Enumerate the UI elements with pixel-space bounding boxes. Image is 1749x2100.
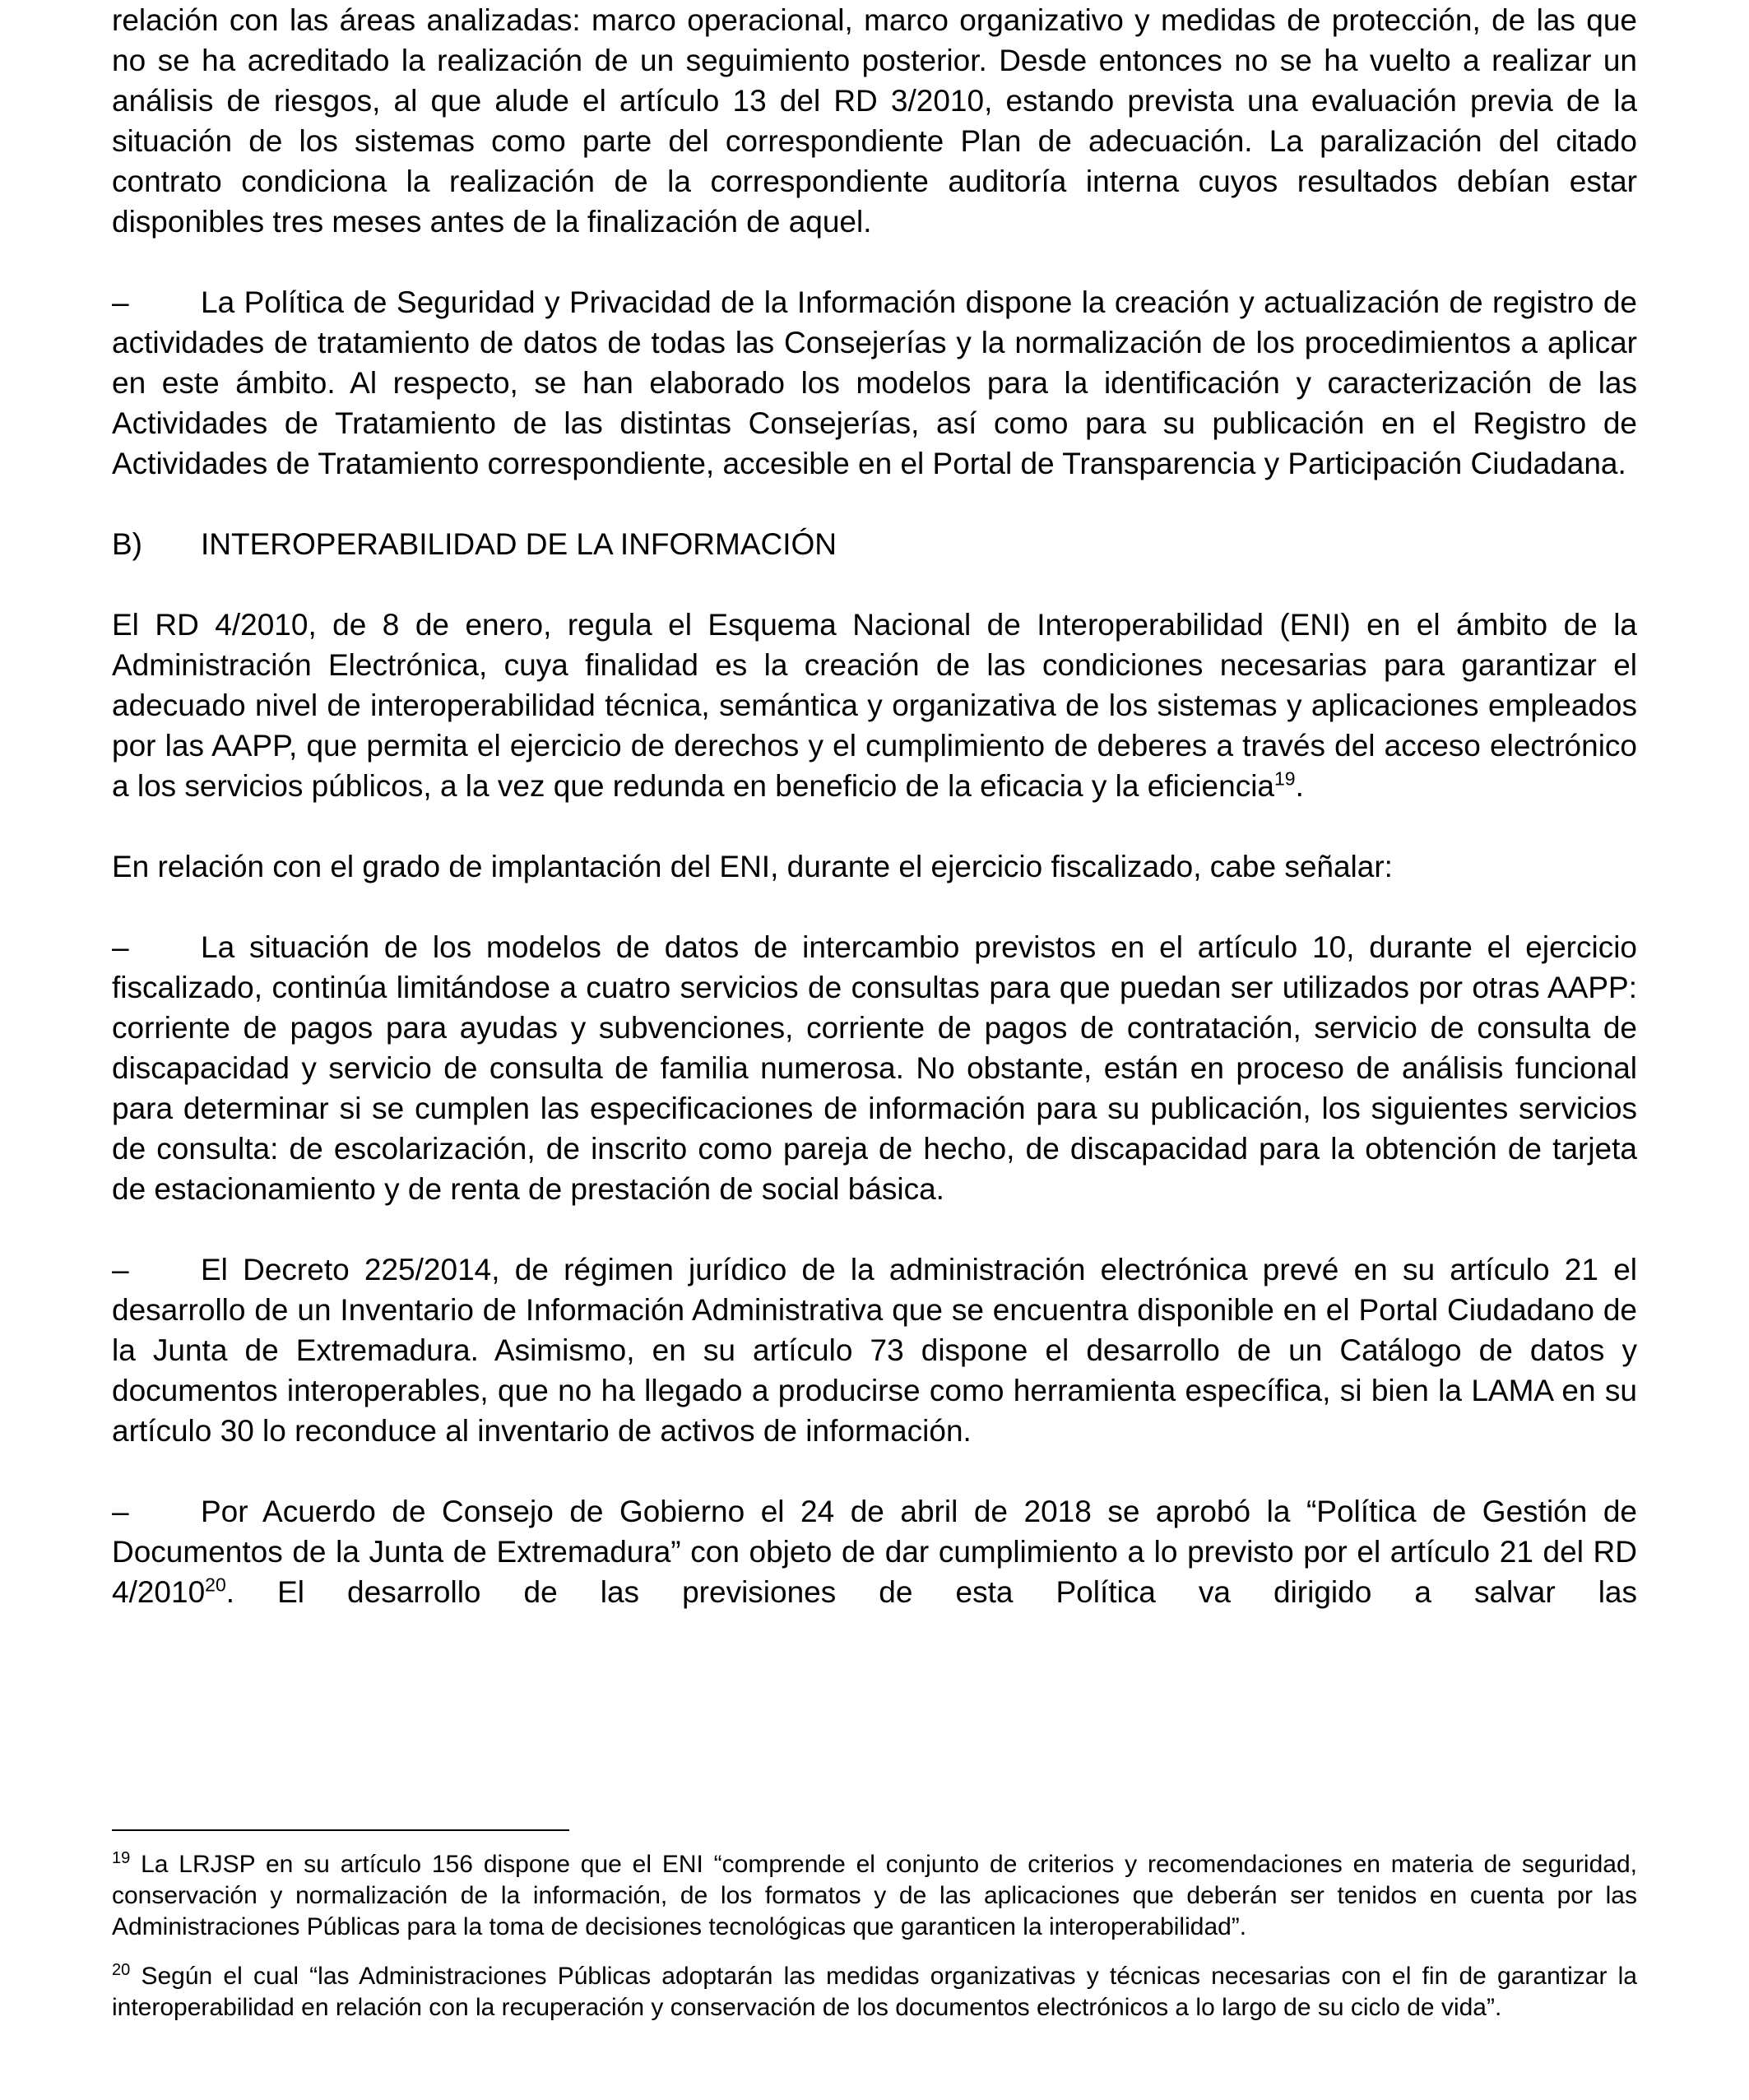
section-heading-letter: B)	[112, 527, 142, 561]
spacer	[112, 1943, 1637, 1961]
bullet-text-end: . El desarrollo de las previsiones de esta Política va dirigido a salvar las	[225, 1575, 1637, 1609]
dash-bullet-icon: –	[112, 1253, 129, 1286]
bullet-text: Por Acuerdo de Consejo de Gobierno el 24 de abril de 2018 se aprobó la “Política de Gestión de Documentos de la Junta de Extremadura” con objeto de dar cumplimiento a lo previsto por el artículo 21 del RD 4/2010	[112, 1495, 1637, 1609]
paragraph-end: .	[1295, 769, 1304, 803]
bullet-paragraph-politica-gestion	[112, 1491, 1637, 1612]
spacer	[112, 484, 1637, 524]
spacer	[112, 1209, 1637, 1249]
bullet-text: La situación de los modelos de datos de intercambio previstos en el artículo 10, durante el ejercicio fiscalizado, continúa limitándose a cuatro servicios de consultas para que puedan ser utilizados por otras AAPP: corriente de pagos para ayudas y subvenciones, corriente de pagos de contratación, servicio de consulta de discapacidad y servicio de consulta de familia numerosa. No obstante, están en proceso de análisis funcional para determinar si se cumplen las especificaciones de información para su publicación, los siguientes servicios de consulta: de escolarización, de inscrito como pareja de hecho, de discapacidad para la obtención de tarjeta de estacionamiento y de renta de prestación de social básica.	[112, 930, 1637, 1206]
footnote	[112, 1961, 1637, 2024]
footnote-text: La LRJSP en su artículo 156 dispone que el ENI “comprende el conjunto de criterios y recomendaciones en materia de seguridad, conservación y normalización de la información, de los formatos y de las aplicaciones que deberán ser tenidos en cuenta por las Administraciones Públicas para la toma de decisiones tecnológicas que garanticen la interoperabilidad”.	[112, 1851, 1637, 1940]
spacer	[112, 806, 1637, 846]
spacer	[112, 564, 1637, 605]
bullet-paragraph-modelos-datos	[112, 927, 1637, 1209]
section-heading-text: INTEROPERABILIDAD DE LA INFORMACIÓN	[201, 527, 837, 561]
paragraph-text: El RD 4/2010, de 8 de enero, regula el Esquema Nacional de Interoperabilidad (ENI) en el ámbito de la Administración Electrónica, cuya finalidad es la creación de las condiciones necesarias para garantizar el adecuado nivel de interoperabilidad técnica, semántica y organizativa de los sistemas y aplicaciones empleados por las AAPP, que permita el ejercicio de derechos y el cumplimiento de deberes a través del acceso electrónico a los servicios públicos, a la vez que redunda en beneficio de la eficacia y la eficiencia	[112, 608, 1637, 803]
footnote-number: 20	[112, 1961, 131, 1979]
footnote-ref: 20	[205, 1574, 226, 1596]
spacer	[112, 242, 1637, 282]
section-heading	[112, 524, 1637, 564]
footnotes	[112, 1849, 1637, 2024]
document-body	[112, 0, 1637, 1612]
footnote-text: Según el cual “las Administraciones Públicas adoptarán las medidas organizativas y técnicas necesarias con el fin de garantizar la interoperabilidad en relación con la recuperación y conservación de los documentos electrónicos a lo largo de su ciclo de vida”.	[112, 1963, 1637, 2021]
paragraph-eni-intro	[112, 605, 1637, 806]
bullet-text: El Decreto 225/2014, de régimen jurídico de la administración electrónica prevé en su artículo 21 el desarrollo de un Inventario de Información Administrativa que se encuentra disponible en el Portal Ciudadano de la Junta de Extremadura. Asimismo, en su artículo 73 dispone el desarrollo de un Catálogo de datos y documentos interoperables, que no ha llegado a producirse como herramienta específica, si bien la LAMA en su artículo 30 lo reconduce al inventario de activos de información.	[112, 1253, 1637, 1448]
paragraph-grado-implantacion: En relación con el grado de implantación del ENI, durante el ejercicio fiscalizado, cabe señalar:	[112, 850, 1393, 883]
paragraph-continuation: relación con las áreas analizadas: marco operacional, marco organizativo y medidas de protección, de las que no se ha acreditado la realización de un seguimiento posterior. Desde entonces no se ha vuelto a realizar un análisis de riesgos, al que alude el artículo 13 del RD 3/2010, estando prevista una evaluación previa de la situación de los sistemas como parte del correspondiente Plan de adecuación. La paralización del citado contrato condiciona la realización de la correspondiente auditoría interna cuyos resultados debían estar disponibles tres meses antes de la finalización de aquel.	[112, 3, 1637, 239]
footnote-number: 19	[112, 1849, 131, 1867]
spacer	[112, 1451, 1637, 1491]
bullet-paragraph-decreto	[112, 1249, 1637, 1451]
spacer	[112, 887, 1637, 927]
dash-bullet-icon: –	[112, 1495, 129, 1528]
footnote	[112, 1849, 1637, 1943]
bullet-text: La Política de Seguridad y Privacidad de la Información dispone la creación y actualización de registro de actividades de tratamiento de datos de todas las Consejerías y la normalización de los procedimientos a aplicar en este ámbito. Al respecto, se han elaborado los modelos para la identificación y caracterización de las Actividades de Tratamiento de las distintas Consejerías, así como para su publicación en el Registro de Actividades de Tratamiento correspondiente, accesible en el Portal de Transparencia y Participación Ciudadana.	[112, 285, 1637, 480]
bullet-paragraph-registro	[112, 282, 1637, 484]
dash-bullet-icon: –	[112, 285, 129, 319]
dash-bullet-icon: –	[112, 930, 129, 964]
footnote-ref: 19	[1274, 767, 1296, 790]
footnote-separator	[112, 1829, 569, 1831]
